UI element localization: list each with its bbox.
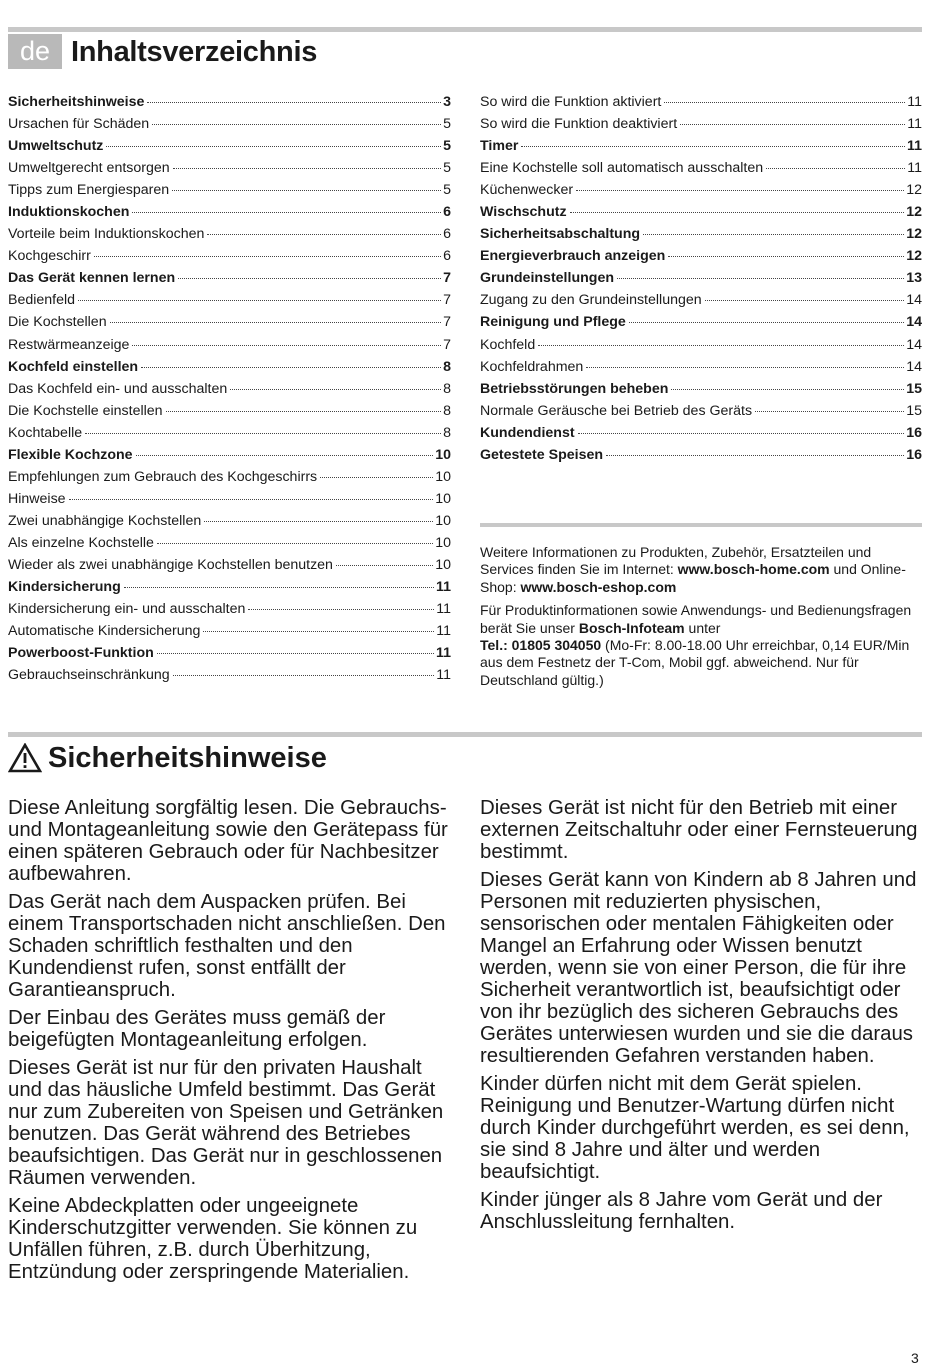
toc-entry-label: Restwärmeanzeige <box>8 336 130 353</box>
toc-leader-dots <box>617 278 904 279</box>
toc-leader-dots <box>207 234 441 235</box>
toc-entry-label: Vorteile beim Induktionskochen <box>8 226 205 243</box>
toc-entry-label: Kochfeldrahmen <box>480 358 584 375</box>
safety-paragraph: Das Gerät nach dem Auspacken prüfen. Bei einem Transportschaden nicht anschließen. Den Schaden schriftlich festhalten und den Kundendienst rufen, sonst entfällt der Garantieanspruch. <box>8 891 446 1001</box>
info-text: und Online-Shop: <box>480 561 906 595</box>
toc-entry-page: 16 <box>906 424 922 441</box>
toc-entry[interactable] <box>8 223 451 245</box>
info-paragraph-hotline <box>480 602 922 689</box>
toc-leader-dots <box>766 168 905 169</box>
safety-paragraph: Der Einbau des Gerätes muss gemäß der beigefügten Montageanleitung erfolgen. <box>8 1007 386 1051</box>
toc-left-column <box>8 91 451 686</box>
toc-leader-dots <box>157 653 434 654</box>
toc-entry[interactable] <box>480 378 922 400</box>
infoteam-name: Bosch-Infoteam <box>578 619 685 636</box>
toc-entry-page: 7 <box>443 314 451 331</box>
toc-entry-label: Hinweise <box>8 490 66 507</box>
safety-paragraph: Diese Anleitung sorgfältig lesen. Die Gebrauchs- und Montageanleitung sowie den Gerätepass für einen späteren Gebrauch oder für Nachbesitzer aufbewahren. <box>8 797 448 885</box>
toc-entry-label: Das Gerät kennen lernen <box>8 270 176 287</box>
contact-info <box>480 544 922 695</box>
toc-entry-page: 11 <box>436 667 451 684</box>
page-title: Inhaltsverzeichnis <box>71 36 318 68</box>
toc-entry-label: Zugang zu den Grundeinstellungen <box>480 292 702 309</box>
section-rule <box>8 732 922 737</box>
info-text: Für Produktinformationen sowie Anwendungs- und Bedienungsfragen berät Sie unser <box>480 602 912 636</box>
toc-leader-dots <box>132 345 441 346</box>
toc-leader-dots <box>204 521 433 522</box>
toc-leader-dots <box>570 212 905 213</box>
toc-entry-page: 7 <box>443 292 451 309</box>
toc-entry-page: 11 <box>907 116 922 133</box>
toc-leader-dots <box>136 455 434 456</box>
toc-entry[interactable] <box>480 157 922 179</box>
toc-entry[interactable] <box>8 378 451 400</box>
toc-entry-page: 8 <box>443 402 451 419</box>
toc-entry-label: Sicherheitsabschaltung <box>480 226 641 243</box>
toc-entry[interactable] <box>8 179 451 201</box>
toc-entry[interactable] <box>8 554 451 576</box>
toc-entry-label: Wieder als zwei unabhängige Kochstellen benutzen <box>8 556 333 573</box>
toc-entry[interactable] <box>480 334 922 356</box>
toc-leader-dots <box>705 300 905 301</box>
toc-entry[interactable] <box>8 91 451 113</box>
toc-leader-dots <box>85 433 441 434</box>
toc-entry[interactable] <box>8 532 451 554</box>
toc-entry-page: 10 <box>435 490 451 507</box>
toc-entry-page: 11 <box>907 138 922 155</box>
toc-leader-dots <box>78 300 441 301</box>
section-heading <box>8 740 327 776</box>
toc-entry-label: Die Kochstellen <box>8 314 107 331</box>
toc-entry-page: 6 <box>443 248 451 265</box>
toc-entry-page: 3 <box>443 94 451 110</box>
safety-paragraph: Keine Abdeckplatten oder ungeeignete Kinderschutzgitter verwenden. Sie können zu Unfällen führen, z.B. durch Überhitzung, Entzündung oder zerspringende Materialien. <box>8 1195 418 1283</box>
toc-entry-page: 11 <box>436 623 451 640</box>
toc-leader-dots <box>173 168 441 169</box>
toc-leader-dots <box>336 565 433 566</box>
toc-leader-dots <box>755 411 904 412</box>
toc-entry[interactable] <box>8 664 451 686</box>
toc-entry-label: So wird die Funktion aktiviert <box>480 94 662 110</box>
toc-entry-label: Umweltgerecht entsorgen <box>8 160 170 177</box>
toc-leader-dots <box>203 631 434 632</box>
toc-entry-label: Reinigung und Pflege <box>480 314 626 331</box>
toc-entry-label: Empfehlungen zum Gebrauch des Kochgeschirrs <box>8 468 318 485</box>
toc-entry[interactable] <box>8 510 451 532</box>
info-text: unter <box>684 619 721 636</box>
toc-leader-dots <box>586 367 904 368</box>
toc-entry-page: 11 <box>907 160 922 177</box>
toc-leader-dots <box>680 124 905 125</box>
toc-entry-page: 14 <box>906 314 922 331</box>
toc-entry-page: 12 <box>906 226 922 243</box>
safety-right-column <box>480 797 922 1239</box>
toc-leader-dots <box>157 543 433 544</box>
info-text: (Mo-Fr: 8.00-18.00 Uhr erreichbar, 0,14 EUR/Min aus dem Festnetz der T-Com, Mobil ggf. abweichend. Nur für Deutschland gültig.) <box>480 637 910 688</box>
toc-entry[interactable] <box>480 179 922 201</box>
toc-entry-page: 16 <box>906 446 922 463</box>
toc-leader-dots <box>152 124 441 125</box>
safety-paragraph: Dieses Gerät ist nicht für den Betrieb mit einer externen Zeitschaltuhr oder einer Fernsteuerung bestimmt. <box>480 797 918 863</box>
toc-entry-label: Ursachen für Schäden <box>8 116 150 133</box>
toc-entry[interactable] <box>480 422 922 444</box>
toc-entry-label: Bedienfeld <box>8 292 76 309</box>
toc-entry-label: Das Kochfeld ein- und ausschalten <box>8 380 228 397</box>
link-bosch-home[interactable]: www.bosch-home.com <box>677 561 830 578</box>
toc-entry-page: 14 <box>906 336 922 353</box>
page-number: 3 <box>911 1350 919 1366</box>
toc-entry-page: 11 <box>907 94 922 110</box>
toc-entry-label: Umweltschutz <box>8 138 104 155</box>
toc-entry-label: Grundeinstellungen <box>480 270 614 287</box>
toc-entry[interactable] <box>8 157 451 179</box>
toc-leader-dots <box>230 389 441 390</box>
toc-entry-label: Powerboost-Funktion <box>8 645 154 662</box>
toc-entry-page: 10 <box>435 512 451 529</box>
toc-entry-page: 12 <box>906 182 922 199</box>
toc-entry-label: Induktionskochen <box>8 204 130 221</box>
toc-leader-dots <box>173 675 435 676</box>
toc-leader-dots <box>320 477 433 478</box>
toc-entry-page: 11 <box>436 601 451 618</box>
toc-entry-label: Sicherheitshinweise <box>8 94 145 110</box>
toc-entry[interactable] <box>8 267 451 289</box>
toc-leader-dots <box>643 234 904 235</box>
toc-entry-page: 8 <box>443 380 451 397</box>
toc-entry-page: 10 <box>435 468 451 485</box>
toc-entry-page: 15 <box>906 380 922 397</box>
toc-entry-label: So wird die Funktion deaktiviert <box>480 116 678 133</box>
toc-leader-dots <box>132 212 441 213</box>
toc-entry[interactable] <box>480 113 922 135</box>
toc-leader-dots <box>147 102 441 103</box>
toc-entry-label: Tipps zum Energiesparen <box>8 182 170 199</box>
safety-paragraph: Kinder dürfen nicht mit dem Gerät spielen. Reinigung und Benutzer-Wartung dürfen nicht durch Kinder durchgeführt werden, es sei denn, sie sind 8 Jahre und älter und werden beaufsichtigt. <box>480 1073 910 1183</box>
toc-entry[interactable] <box>8 245 451 267</box>
hotline-number: Tel.: 01805 304050 <box>480 637 602 654</box>
toc-entry[interactable] <box>480 245 922 267</box>
info-paragraph-web <box>480 544 922 596</box>
toc-entry-page: 11 <box>436 579 451 596</box>
toc-leader-dots <box>629 322 904 323</box>
toc-entry[interactable] <box>480 356 922 378</box>
toc-leader-dots <box>521 146 905 147</box>
toc-entry-label: Gebrauchseinschränkung <box>8 667 170 684</box>
toc-entry[interactable] <box>8 113 451 135</box>
toc-entry-label: Kochfeld <box>480 336 536 353</box>
toc-entry-page: 14 <box>906 292 922 309</box>
toc-entry-label: Als einzelne Kochstelle <box>8 534 154 551</box>
toc-entry-label: Automatische Kindersicherung <box>8 623 201 640</box>
info-text: Weitere Informationen zu Produkten, Zubehör, Ersatzteilen und Services finden Sie im Internet: <box>480 544 872 578</box>
toc-entry-page: 10 <box>435 556 451 573</box>
toc-entry-page: 7 <box>443 270 451 287</box>
toc-entry[interactable] <box>8 598 451 620</box>
toc-entry[interactable] <box>480 223 922 245</box>
toc-entry[interactable] <box>480 267 922 289</box>
toc-leader-dots <box>124 587 434 588</box>
section-title: Sicherheitshinweise <box>48 742 327 774</box>
toc-leader-dots <box>141 367 441 368</box>
toc-entry-label: Wischschutz <box>480 204 567 221</box>
toc-entry[interactable] <box>8 311 451 333</box>
toc-leader-dots <box>606 455 904 456</box>
toc-entry-page: 15 <box>906 402 922 419</box>
toc-entry-label: Kindersicherung <box>8 579 121 596</box>
toc-leader-dots <box>172 190 441 191</box>
safety-paragraph: Dieses Gerät kann von Kindern ab 8 Jahren und Personen mit reduzierten physischen, sensorischen oder mentalen Fähigkeiten oder Mangel an Erfahrung oder Wissen benutzt werden, wenn sie von einer Person, die für ihre Sicherheit verantwortlich ist, beaufsichtigt oder von ihr bezüglich des sicheren Gebrauchs des Gerätes unterwiesen wurden und sie die daraus resultierenden Gefahren verstanden haben. <box>480 869 917 1067</box>
toc-entry-label: Kundendienst <box>480 424 575 441</box>
toc-leader-dots <box>538 345 904 346</box>
toc-entry[interactable] <box>8 620 451 642</box>
toc-entry-page: 7 <box>443 336 451 353</box>
toc-entry-label: Kochfeld einstellen <box>8 358 139 375</box>
toc-leader-dots <box>578 433 905 434</box>
toc-entry[interactable] <box>480 91 922 113</box>
toc-entry-label: Betriebsstörungen beheben <box>480 380 669 397</box>
link-bosch-eshop[interactable]: www.bosch-eshop.com <box>520 578 677 595</box>
toc-entry-page: 11 <box>436 645 451 662</box>
toc-entry[interactable] <box>8 444 451 466</box>
safety-left-column <box>8 797 456 1289</box>
toc-leader-dots <box>671 389 904 390</box>
toc-entry-label: Energieverbrauch anzeigen <box>480 248 666 265</box>
toc-entry[interactable] <box>8 135 451 157</box>
toc-entry-page: 8 <box>443 358 451 375</box>
toc-entry-page: 5 <box>443 116 451 133</box>
toc-entry-page: 10 <box>435 534 451 551</box>
toc-entry[interactable] <box>8 334 451 356</box>
toc-entry-label: Normale Geräusche bei Betrieb des Geräts <box>480 402 753 419</box>
toc-entry[interactable] <box>8 356 451 378</box>
safety-paragraph: Dieses Gerät ist nur für den privaten Haushalt und das häusliche Umfeld bestimmt. Das Gerät nur zum Zubereiten von Speisen und Getränken benutzen. Das Gerät während des Betriebes beaufsichtigen. Das Gerät nur in geschlossenen Räumen verwenden. <box>8 1057 444 1189</box>
toc-entry-label: Kochgeschirr <box>8 248 91 265</box>
toc-leader-dots <box>106 146 441 147</box>
toc-leader-dots <box>576 190 904 191</box>
toc-entry[interactable] <box>480 444 922 466</box>
toc-leader-dots <box>664 102 905 103</box>
toc-entry-label: Timer <box>480 138 519 155</box>
toc-entry[interactable] <box>8 422 451 444</box>
toc-entry-label: Kindersicherung ein- und ausschalten <box>8 601 246 618</box>
toc-entry-page: 14 <box>906 358 922 375</box>
toc-entry[interactable] <box>480 400 922 422</box>
toc-entry[interactable] <box>8 400 451 422</box>
toc-entry-page: 5 <box>443 138 451 155</box>
toc-entry-page: 8 <box>443 424 451 441</box>
toc-entry-label: Eine Kochstelle soll automatisch ausschalten <box>480 160 764 177</box>
toc-entry-label: Kochtabelle <box>8 424 83 441</box>
info-rule <box>480 523 922 527</box>
toc-leader-dots <box>668 256 904 257</box>
toc-leader-dots <box>178 278 441 279</box>
toc-right-column <box>480 91 922 466</box>
toc-leader-dots <box>69 499 434 500</box>
toc-entry[interactable] <box>8 201 451 223</box>
toc-entry[interactable] <box>480 201 922 223</box>
toc-leader-dots <box>166 411 442 412</box>
toc-entry-page: 6 <box>443 204 451 221</box>
toc-entry[interactable] <box>8 488 451 510</box>
safety-paragraph: Kinder jünger als 8 Jahre vom Gerät und der Anschlussleitung fernhalten. <box>480 1189 883 1233</box>
toc-entry[interactable] <box>480 311 922 333</box>
toc-entry-page: 12 <box>906 248 922 265</box>
toc-entry[interactable] <box>8 466 451 488</box>
toc-leader-dots <box>110 322 442 323</box>
toc-entry[interactable] <box>8 289 451 311</box>
toc-entry[interactable] <box>480 289 922 311</box>
toc-entry-page: 13 <box>906 270 922 287</box>
toc-entry-label: Getestete Speisen <box>480 446 604 463</box>
toc-entry-page: 12 <box>906 204 922 221</box>
toc-entry-page: 6 <box>443 226 451 243</box>
toc-entry[interactable] <box>8 576 451 598</box>
toc-entry-label: Die Kochstelle einstellen <box>8 402 163 419</box>
language-badge: de <box>8 34 62 69</box>
warning-icon <box>8 743 42 773</box>
toc-entry[interactable] <box>8 642 451 664</box>
toc-entry-label: Flexible Kochzone <box>8 446 133 463</box>
toc-entry-label: Zwei unabhängige Kochstellen <box>8 512 202 529</box>
toc-entry-page: 5 <box>443 182 451 199</box>
toc-leader-dots <box>94 256 441 257</box>
toc-entry[interactable] <box>480 135 922 157</box>
toc-entry-page: 5 <box>443 160 451 177</box>
toc-entry-page: 10 <box>435 446 451 463</box>
toc-entry-label: Küchenwecker <box>480 182 574 199</box>
toc-leader-dots <box>248 609 434 610</box>
